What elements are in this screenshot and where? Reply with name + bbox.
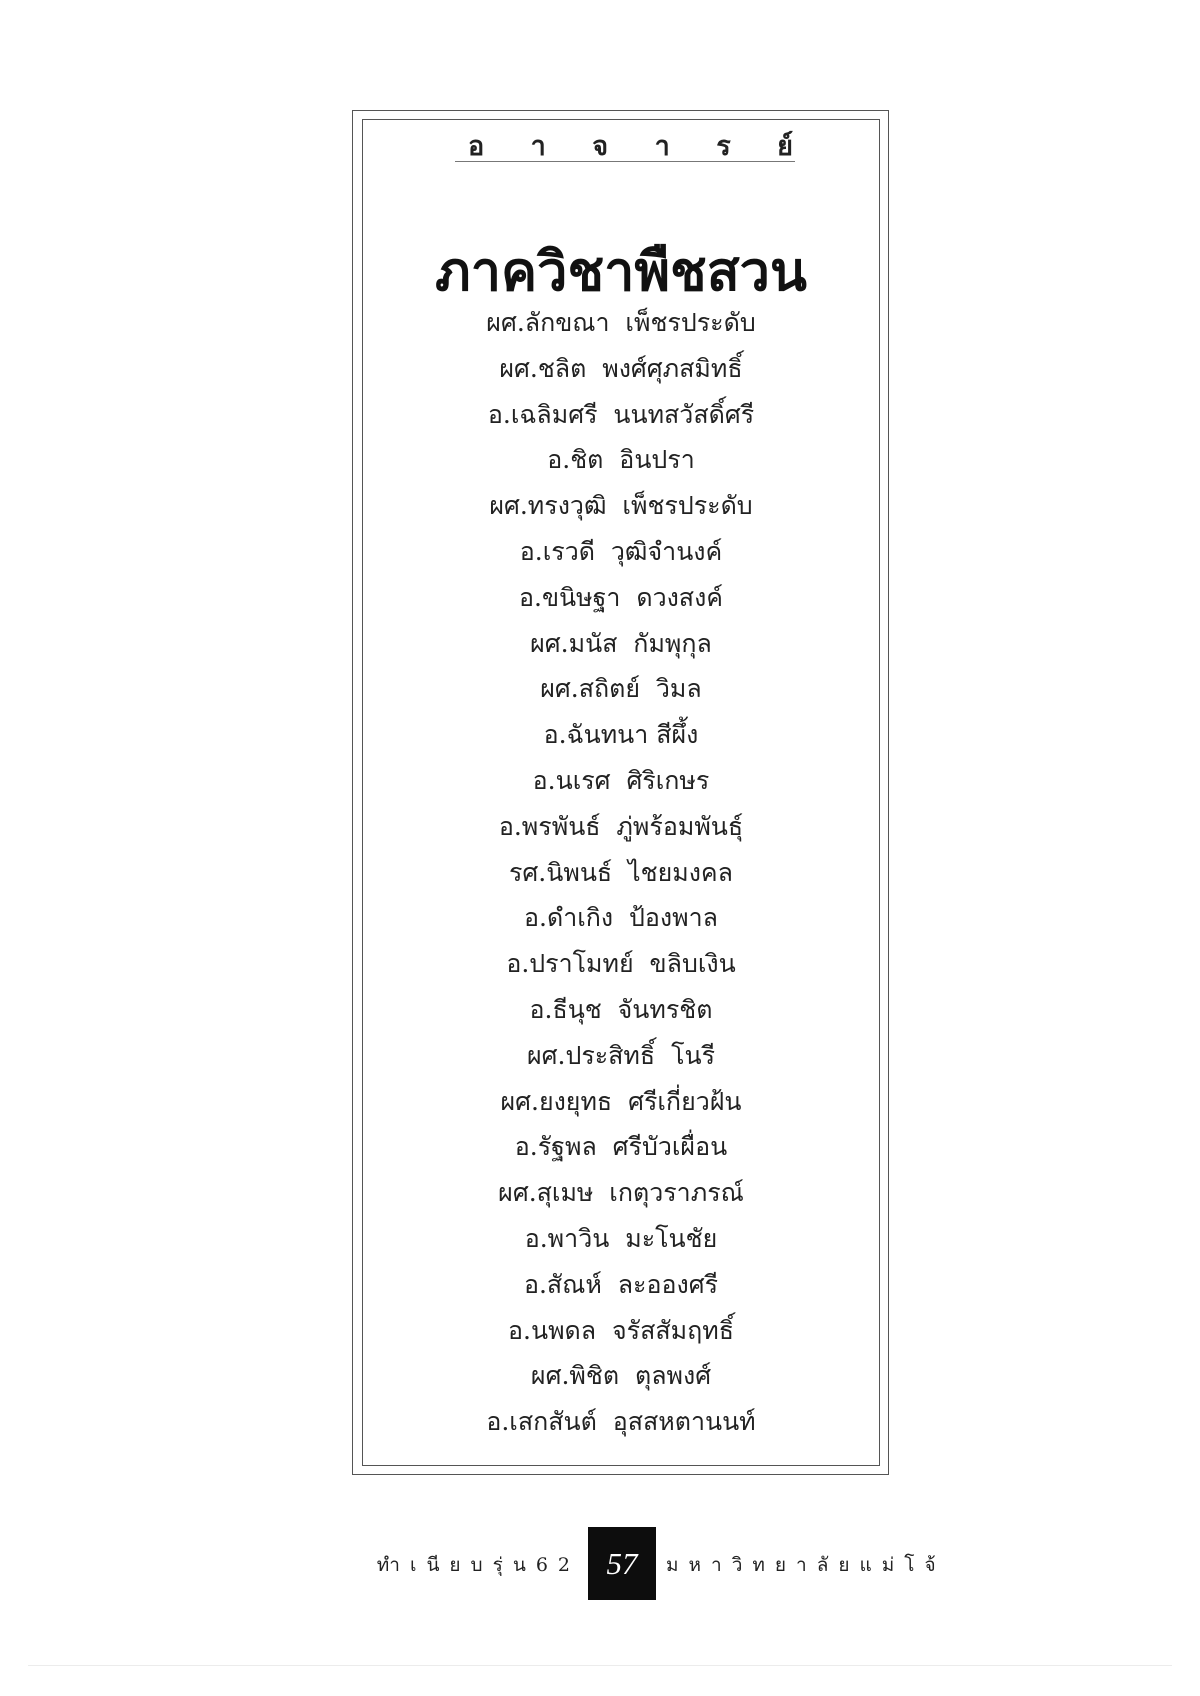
footer-yearbook-title: ทำเนียบรุ่น62 (376, 1554, 580, 1576)
kicker-letter: จ (592, 130, 609, 162)
faculty-name: อ.ธีนุช จันทรชิต (529, 994, 713, 1024)
faculty-name: อ.ฉันทนา สีผึ้ง (543, 720, 699, 750)
faculty-name: ผศ.มนัส กัมพุกุล (530, 628, 712, 658)
page-bottom-rule (28, 1665, 1172, 1666)
faculty-name: ผศ.ยงยุทธ ศรีเกี่ยวฝ้น (500, 1086, 742, 1116)
kicker-underline (455, 161, 795, 162)
faculty-name: อ.สัณห์ ละอองศรี (523, 1269, 719, 1299)
kicker-letter: อ (468, 130, 485, 162)
page-title: ภาควิชาพืชสวน (435, 240, 807, 304)
faculty-name: อ.นพดล จรัสสัมฤทธิ์ (508, 1315, 734, 1345)
faculty-name: ผศ.ชลิต พงศ์ศุภสมิทธิ์ (499, 353, 743, 383)
faculty-name: ผศ.สถิตย์ วิมล (540, 674, 702, 704)
kicker-letter: า (530, 130, 546, 162)
faculty-name: รศ.นิพนธ์ ไชยมงคล (509, 857, 733, 887)
faculty-name: อ.ชิต อินปรา (547, 445, 695, 475)
faculty-name: อ.นเรศ ศิริเกษร (532, 765, 710, 795)
faculty-list (362, 300, 880, 1445)
faculty-name: อ.เรวดี วุฒิจำนงค์ (519, 536, 723, 566)
kicker-letter: ร (716, 130, 731, 162)
page-number: 57 (588, 1527, 656, 1600)
faculty-name: อ.รัฐพล ศรีบัวเผื่อน (514, 1132, 728, 1162)
faculty-name: อ.เฉลิมศรี นนทสวัสดิ์ศรี (487, 399, 755, 429)
footer-university-name: มหาวิทยาลัยแม่โจ้ (666, 1554, 946, 1576)
faculty-name: อ.พาวิน มะโนชัย (524, 1223, 718, 1253)
faculty-name: ผศ.ทรงวุฒิ เพ็ชรประดับ (489, 491, 753, 521)
faculty-name: อ.ดำเกิง ป้องพาล (524, 903, 718, 933)
faculty-name: ผศ.สุเมษ เกตุวราภรณ์ (498, 1178, 744, 1208)
faculty-name: อ.พรพันธ์ ภู่พร้อมพันธุ์ (498, 811, 744, 841)
faculty-name: ผศ.ประสิทธิ์ โนรี (526, 1040, 716, 1070)
faculty-name: อ.ขนิษฐา ดวงสงค์ (518, 582, 724, 612)
faculty-name: ผศ.พิชิต ตุลพงศ์ (530, 1361, 712, 1391)
kicker-letter: า (654, 130, 670, 162)
faculty-name: อ.ปราโมทย์ ขลิบเงิน (506, 949, 736, 979)
faculty-name: ผศ.ลักขณา เพ็ชรประดับ (486, 308, 756, 337)
faculty-name: อ.เสกสันต์ อุสสหตานนท์ (486, 1407, 756, 1437)
section-kicker (468, 128, 793, 162)
kicker-letter: ย์ (777, 130, 793, 162)
